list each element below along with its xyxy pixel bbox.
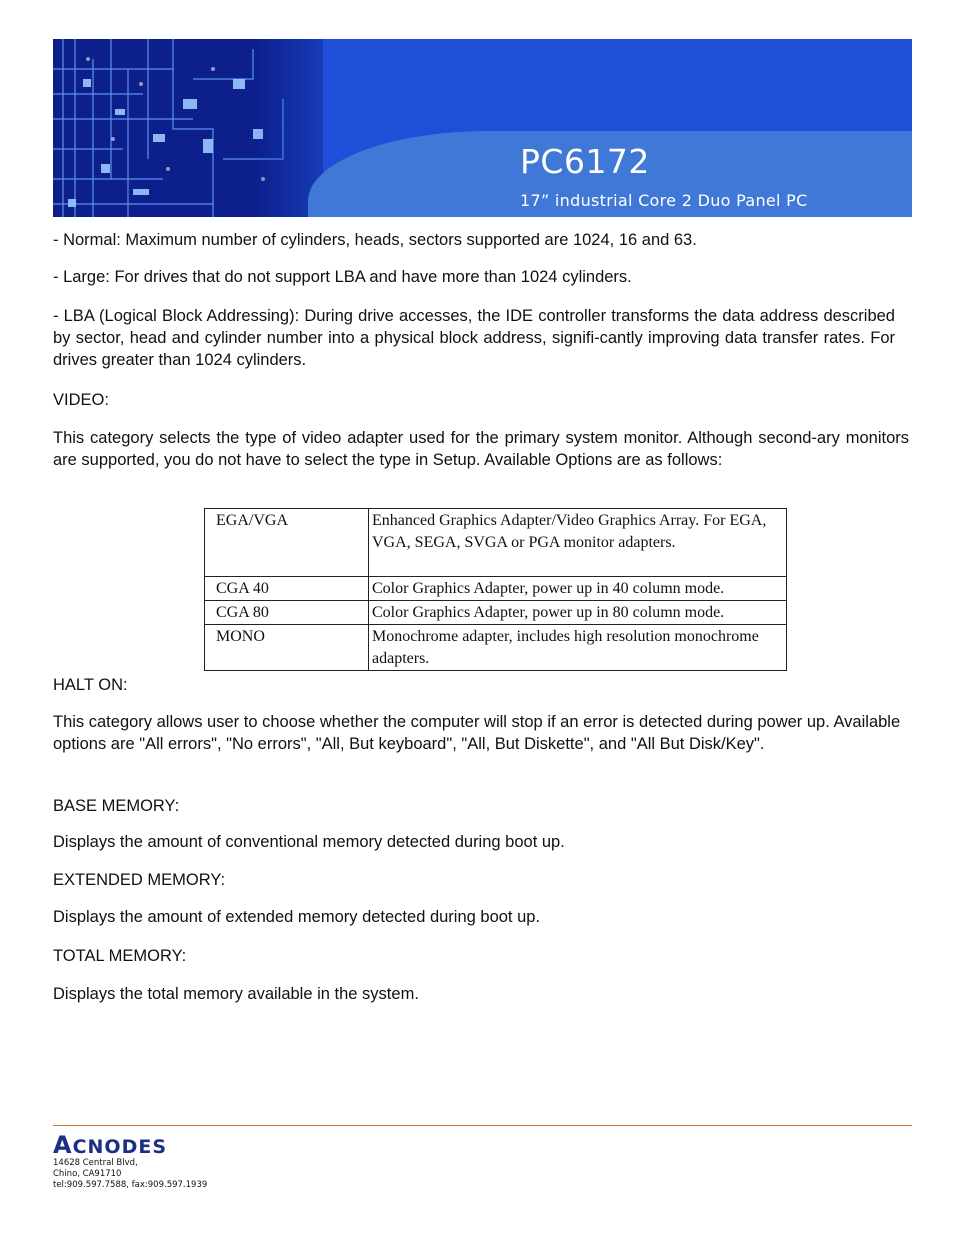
table-row <box>205 509 787 577</box>
video-heading: VIDEO: <box>53 391 109 409</box>
total-memory-heading: TOTAL MEMORY: <box>53 947 187 965</box>
video-options-table <box>204 508 787 671</box>
base-memory-heading: BASE MEMORY: <box>53 797 180 815</box>
address-line: 14628 Central Blvd, <box>53 1158 138 1168</box>
base-memory-description: Displays the amount of conventional memory detected during boot up. <box>53 833 565 851</box>
table-row <box>205 625 787 671</box>
extended-memory-heading: EXTENDED MEMORY: <box>53 871 226 889</box>
total-memory-description: Displays the total memory available in the system. <box>53 985 419 1003</box>
halt-description: This category allows user to choose whether the computer will stop if an error is detected during power up. Available options are "All errors", "No errors", "All, But keyboard", "All, But Diskette", and "All But Disk/Key". <box>53 713 901 753</box>
logo-rest: CNODES <box>72 1136 168 1158</box>
product-subtitle: 17” industrial Core 2 Duo Panel PC <box>520 191 808 210</box>
footer-address <box>53 1158 207 1191</box>
option-description: Color Graphics Adapter, power up in 40 column mode. <box>369 577 787 601</box>
option-description: Color Graphics Adapter, power up in 80 column mode. <box>369 601 787 625</box>
option-name: MONO <box>205 625 369 671</box>
option-name: CGA 80 <box>205 601 369 625</box>
halt-heading: HALT ON: <box>53 676 128 694</box>
extended-memory-description: Displays the amount of extended memory detected during boot up. <box>53 908 541 926</box>
option-description: Enhanced Graphics Adapter/Video Graphics Array. For EGA, VGA, SEGA, SVGA or PGA monitor adapters. <box>369 509 787 577</box>
product-model: PC6172 <box>520 142 650 181</box>
logo-initial: A <box>53 1131 73 1159</box>
footer-divider <box>53 1125 912 1126</box>
acnodes-logo <box>53 1131 167 1159</box>
address-line: Chino, CA91710 <box>53 1169 122 1179</box>
para-lba: - LBA (Logical Block Addressing): During drive accesses, the IDE controller transforms the data address described by sector, head and cylinder number into a physical block address, signifi-cantly improving data transfer rates. For drives greater than 1024 cylinders. <box>53 307 895 369</box>
option-name: EGA/VGA <box>205 509 369 577</box>
para-normal: - Normal: Maximum number of cylinders, heads, sectors supported are 1024, 16 and 63. <box>53 231 697 249</box>
option-description: Monochrome adapter, includes high resolution monochrome adapters. <box>369 625 787 671</box>
table-row <box>205 601 787 625</box>
table-row <box>205 577 787 601</box>
option-name: CGA 40 <box>205 577 369 601</box>
video-description: This category selects the type of video adapter used for the primary system monitor. Although second-ary monitors are supported, you do not have to select the type in Setup. Available Options are as follows: <box>53 429 909 469</box>
para-large: - Large: For drives that do not support LBA and have more than 1024 cylinders. <box>53 268 632 286</box>
contact-line: tel:909.597.7588, fax:909.597.1939 <box>53 1180 208 1190</box>
